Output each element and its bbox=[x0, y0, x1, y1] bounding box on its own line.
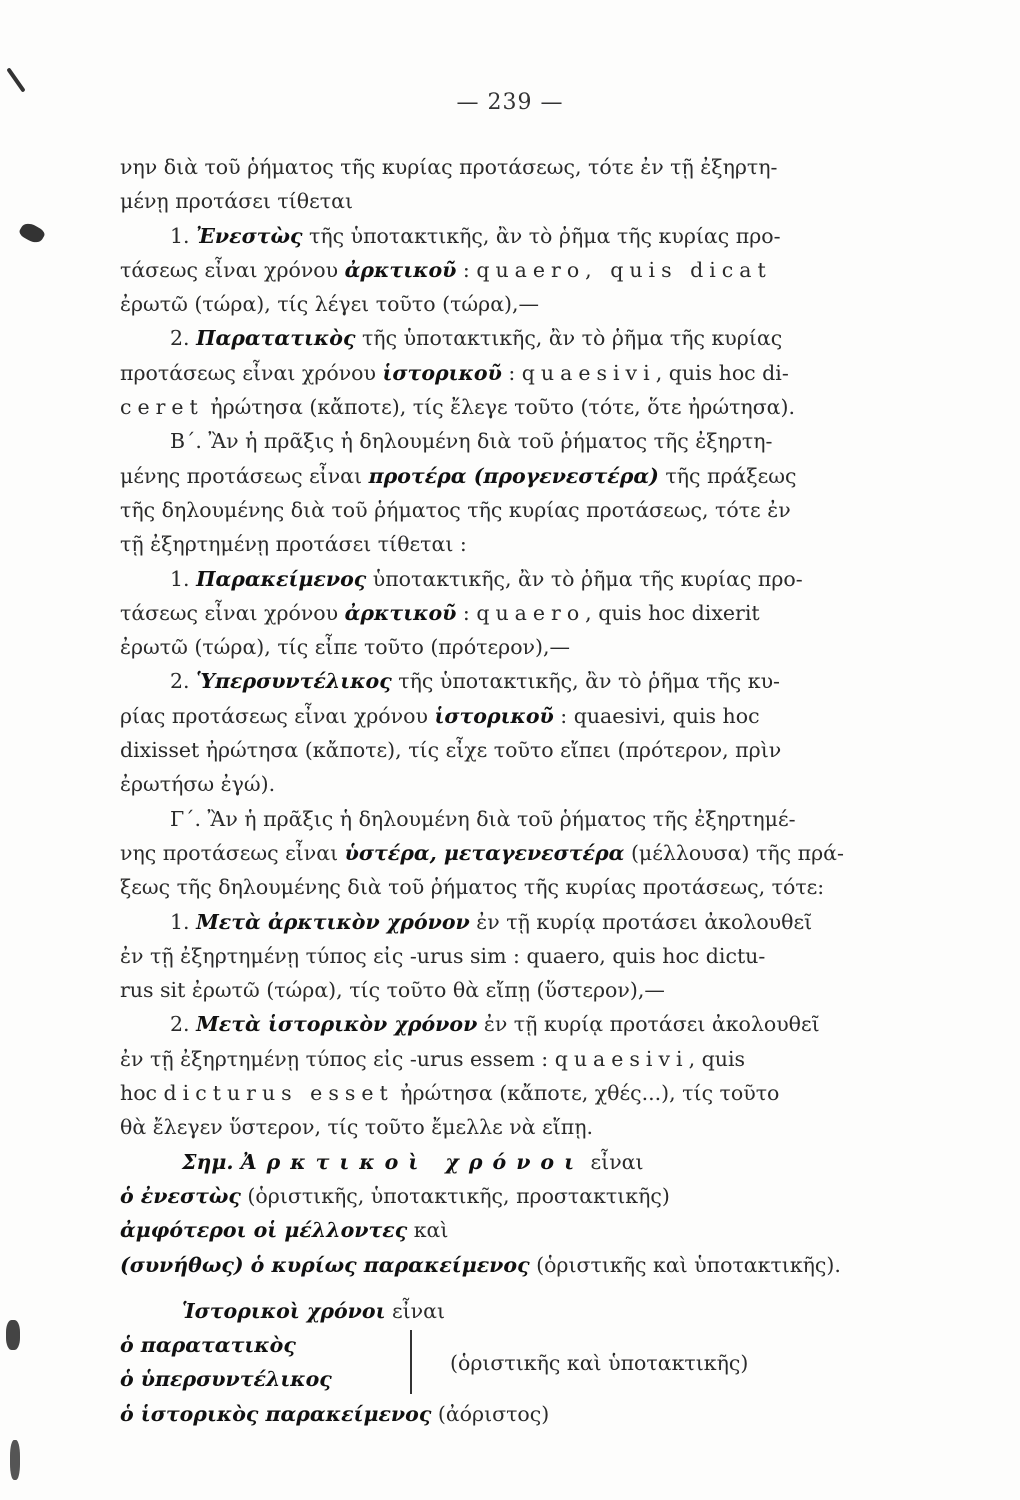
line-text: τῆς ὑποτακτικῆς, ἂν τὸ ῥῆμα τῆς κυ- bbox=[391, 669, 780, 694]
line-text: : bbox=[501, 360, 522, 385]
latin-spaced: ceret bbox=[120, 395, 204, 420]
line-text: rus sit ἐρωτῶ (τώρα), τίς τοῦτο θὰ εἴπῃ (ὕστερον),— bbox=[120, 978, 665, 1003]
text-line bbox=[120, 390, 900, 424]
item-number: 2. bbox=[170, 1012, 197, 1037]
text-line bbox=[120, 973, 900, 1007]
term-bold: ὁ ἱστορικὸς παρακείμενος bbox=[120, 1401, 432, 1426]
text-line bbox=[120, 424, 900, 458]
term-bold: ἀμφότεροι οἱ μέλλοντες bbox=[120, 1218, 408, 1243]
text-line bbox=[120, 184, 900, 218]
text-line bbox=[120, 596, 900, 630]
text-line bbox=[120, 1145, 900, 1179]
line-text: ἐρωτῶ (τώρα), τίς εἶπε τοῦτο (πρότερον),— bbox=[120, 635, 571, 660]
scan-speck bbox=[6, 67, 25, 92]
line-text: : bbox=[456, 257, 477, 282]
latin-spaced: quaesivi bbox=[554, 1046, 689, 1071]
text-line bbox=[120, 905, 900, 939]
item-number: 1. bbox=[170, 566, 197, 591]
page-number: — 239 — bbox=[456, 90, 564, 115]
line-text: hoc bbox=[120, 1081, 164, 1106]
term-bold: Παρατατικὸς bbox=[196, 326, 356, 351]
latin-spaced: quaero, quis dicat bbox=[476, 257, 772, 282]
text-line bbox=[120, 1179, 900, 1213]
line-text: : quaesivi, quis hoc bbox=[553, 703, 760, 728]
line-text: ρίας προτάσεως εἶναι χρόνου bbox=[120, 703, 435, 728]
line-text: Γ΄. Ἂν ἡ πρᾶξις ἡ δηλουμένη διὰ τοῦ ῥήματος τῆς ἐξηρτημέ- bbox=[170, 806, 796, 831]
text-line bbox=[120, 150, 900, 184]
brace-label: (ὁριστικῆς καὶ ὑποτακτικῆς) bbox=[450, 1351, 749, 1376]
term-bold-spaced: Ἀρκτικοὶ χρόνοι bbox=[240, 1149, 585, 1174]
line-text: (ἀόριστος) bbox=[431, 1401, 550, 1426]
line-text: ξεως τῆς δηλουμένης διὰ τοῦ ῥήματος τῆς κυρίας προτάσεως, τότε: bbox=[120, 875, 825, 900]
line-text: , quis hoc dixerit bbox=[585, 600, 760, 625]
text-line bbox=[120, 1110, 900, 1144]
line-text: ὑποτακτικῆς, ἂν τὸ ῥῆμα τῆς κυρίας προ- bbox=[366, 566, 803, 591]
text-line bbox=[120, 356, 900, 390]
term-bold: ὁ παρατατικὸς bbox=[120, 1333, 296, 1358]
line-text: (ὁριστικῆς καὶ ὑποτακτικῆς). bbox=[529, 1252, 841, 1277]
text-line bbox=[120, 1007, 900, 1041]
term-bold: ἀρκτικοῦ bbox=[344, 600, 457, 625]
text-line bbox=[120, 1213, 900, 1247]
item-number: 2. bbox=[170, 669, 197, 694]
line-text: τῆς πράξεως bbox=[658, 463, 797, 488]
line-text: τῆς ὑποτακτικῆς, ἂν τὸ ῥῆμα τῆς κυρίας προ- bbox=[302, 223, 781, 248]
line-text: ἐν τῇ κυρίᾳ προτάσει ἀκολουθεῖ bbox=[477, 1012, 820, 1037]
term-bold: ὑστέρα, μεταγενεστέρα bbox=[344, 840, 625, 865]
line-text: : bbox=[456, 600, 477, 625]
latin-spaced: quaero bbox=[476, 600, 586, 625]
spacer bbox=[120, 1282, 900, 1294]
text-line bbox=[120, 1397, 900, 1431]
term-bold: ἀρκτικοῦ bbox=[344, 257, 457, 282]
term-bold: Ἐνεστὼς bbox=[196, 223, 303, 248]
text-line bbox=[120, 321, 900, 355]
term-bold: Μετὰ ἀρκτικὸν χρόνον bbox=[196, 909, 470, 934]
text-line bbox=[120, 1076, 900, 1110]
term-bold: Παρακείμενος bbox=[196, 566, 367, 591]
scan-speck bbox=[18, 220, 47, 246]
text-line bbox=[120, 287, 900, 321]
text-line bbox=[120, 699, 900, 733]
latin-spaced: quaesivi bbox=[521, 360, 656, 385]
line-text: εἶναι bbox=[385, 1298, 446, 1323]
line-text: , quis hoc di- bbox=[655, 360, 789, 385]
text-line bbox=[120, 802, 900, 836]
line-text: μένῃ προτάσει τίθεται bbox=[120, 189, 353, 214]
line-text: νην διὰ τοῦ ῥήματος τῆς κυρίας προτάσεως, τότε ἐν τῇ ἐξηρτη- bbox=[120, 155, 778, 179]
latin-spaced: dicturus esset bbox=[163, 1081, 394, 1106]
body-text bbox=[120, 150, 900, 1431]
line-text: ἠρώτησα (κἄποτε, χθές...), τίς τοῦτο bbox=[393, 1081, 780, 1106]
line-text: (ὁριστικῆς, ὑποτακτικῆς, προστακτικῆς) bbox=[240, 1183, 670, 1208]
text-line bbox=[120, 219, 900, 253]
text-line bbox=[120, 767, 900, 801]
line-text: θὰ ἔλεγεν ὕστερον, τίς τοῦτο ἔμελλε νὰ εἴπῃ. bbox=[120, 1115, 594, 1140]
text-line bbox=[120, 253, 900, 287]
line-text: μένης προτάσεως εἶναι bbox=[120, 463, 369, 488]
line-text: ἠρώτησα (κἄποτε), τίς ἔλεγε τοῦτο (τότε, ὅτε ἠρώτησα). bbox=[203, 395, 796, 420]
item-number: 1. bbox=[170, 223, 197, 248]
line-text: (μέλλουσα) τῆς πρά- bbox=[624, 840, 844, 865]
item-number: 2. bbox=[170, 326, 197, 351]
line-text: τάσεως εἶναι χρόνου bbox=[120, 257, 345, 282]
note-label: Σημ. bbox=[182, 1149, 241, 1174]
line-text: προτάσεως εἶναι χρόνου bbox=[120, 360, 383, 385]
line-text: ἐρωτήσω ἐγώ). bbox=[120, 772, 276, 797]
line-text: τῆς ὑποτακτικῆς, ἂν τὸ ῥῆμα τῆς κυρίας bbox=[355, 326, 783, 351]
line-text: νης προτάσεως εἶναι bbox=[120, 840, 345, 865]
line-text: τῇ ἐξηρτημένῃ προτάσει τίθεται : bbox=[120, 532, 467, 557]
brace-bracket bbox=[410, 1330, 422, 1394]
term-bold: ὁ ἐνεστὼς bbox=[120, 1183, 241, 1208]
scan-speck bbox=[6, 1320, 20, 1350]
line-text: dixisset ἠρώτησα (κἄποτε), τίς εἶχε τοῦτο εἴπει (πρότερον, πρὶν bbox=[120, 738, 782, 763]
item-number: 1. bbox=[170, 909, 197, 934]
text-line bbox=[120, 562, 900, 596]
text-line bbox=[120, 836, 900, 870]
text-line bbox=[120, 527, 900, 561]
text-line bbox=[120, 870, 900, 904]
text-line bbox=[120, 1294, 900, 1328]
line-text: , quis bbox=[688, 1046, 746, 1071]
brace-group bbox=[120, 1328, 900, 1397]
text-line bbox=[120, 1042, 900, 1076]
line-text: τάσεως εἶναι χρόνου bbox=[120, 600, 345, 625]
line-text: εἶναι bbox=[584, 1149, 644, 1174]
text-line bbox=[120, 493, 900, 527]
term-bold: ἱστορικοῦ bbox=[434, 703, 554, 728]
line-text: τῆς δηλουμένης διὰ τοῦ ῥήματος τῆς κυρίας προτάσεως, τότε ἐν bbox=[120, 497, 791, 522]
line-text: ἐν τῇ κυρίᾳ προτάσει ἀκολουθεῖ bbox=[469, 909, 813, 934]
text-line bbox=[120, 733, 900, 767]
text-line bbox=[120, 630, 900, 664]
line-text: ἐν τῇ ἐξηρτημένῃ τύπος εἰς -urus sim : quaero, quis hoc dictu- bbox=[120, 943, 766, 968]
term-bold: Μετὰ ἱστορικὸν χρόνον bbox=[196, 1012, 478, 1037]
text-line bbox=[120, 459, 900, 493]
term-bold: Ὑπερσυντέλικος bbox=[196, 669, 392, 694]
text-line bbox=[120, 664, 900, 698]
term-bold: ἱστορικοῦ bbox=[382, 360, 502, 385]
term-bold: Ἱστορικοὶ χρόνοι bbox=[182, 1298, 386, 1323]
term-bold: (συνήθως) ὁ κυρίως παρακείμενος bbox=[120, 1252, 530, 1277]
line-text: ἐν τῇ ἐξηρτημένῃ τύπος εἰς -urus essem : bbox=[120, 1046, 555, 1071]
scan-speck bbox=[10, 1440, 20, 1480]
line-text: Β΄. Ἂν ἡ πρᾶξις ἡ δηλουμένη διὰ τοῦ ῥήματος τῆς ἐξηρτη- bbox=[170, 429, 773, 454]
text-line bbox=[120, 1248, 900, 1282]
term-bold: ὁ ὑπερσυντέλικος bbox=[120, 1367, 332, 1392]
line-text: καὶ bbox=[407, 1218, 449, 1243]
term-bold: προτέρα (προγενεστέρα) bbox=[368, 463, 659, 488]
text-line bbox=[120, 939, 900, 973]
line-text: ἐρωτῶ (τώρα), τίς λέγει τοῦτο (τώρα),— bbox=[120, 292, 540, 317]
